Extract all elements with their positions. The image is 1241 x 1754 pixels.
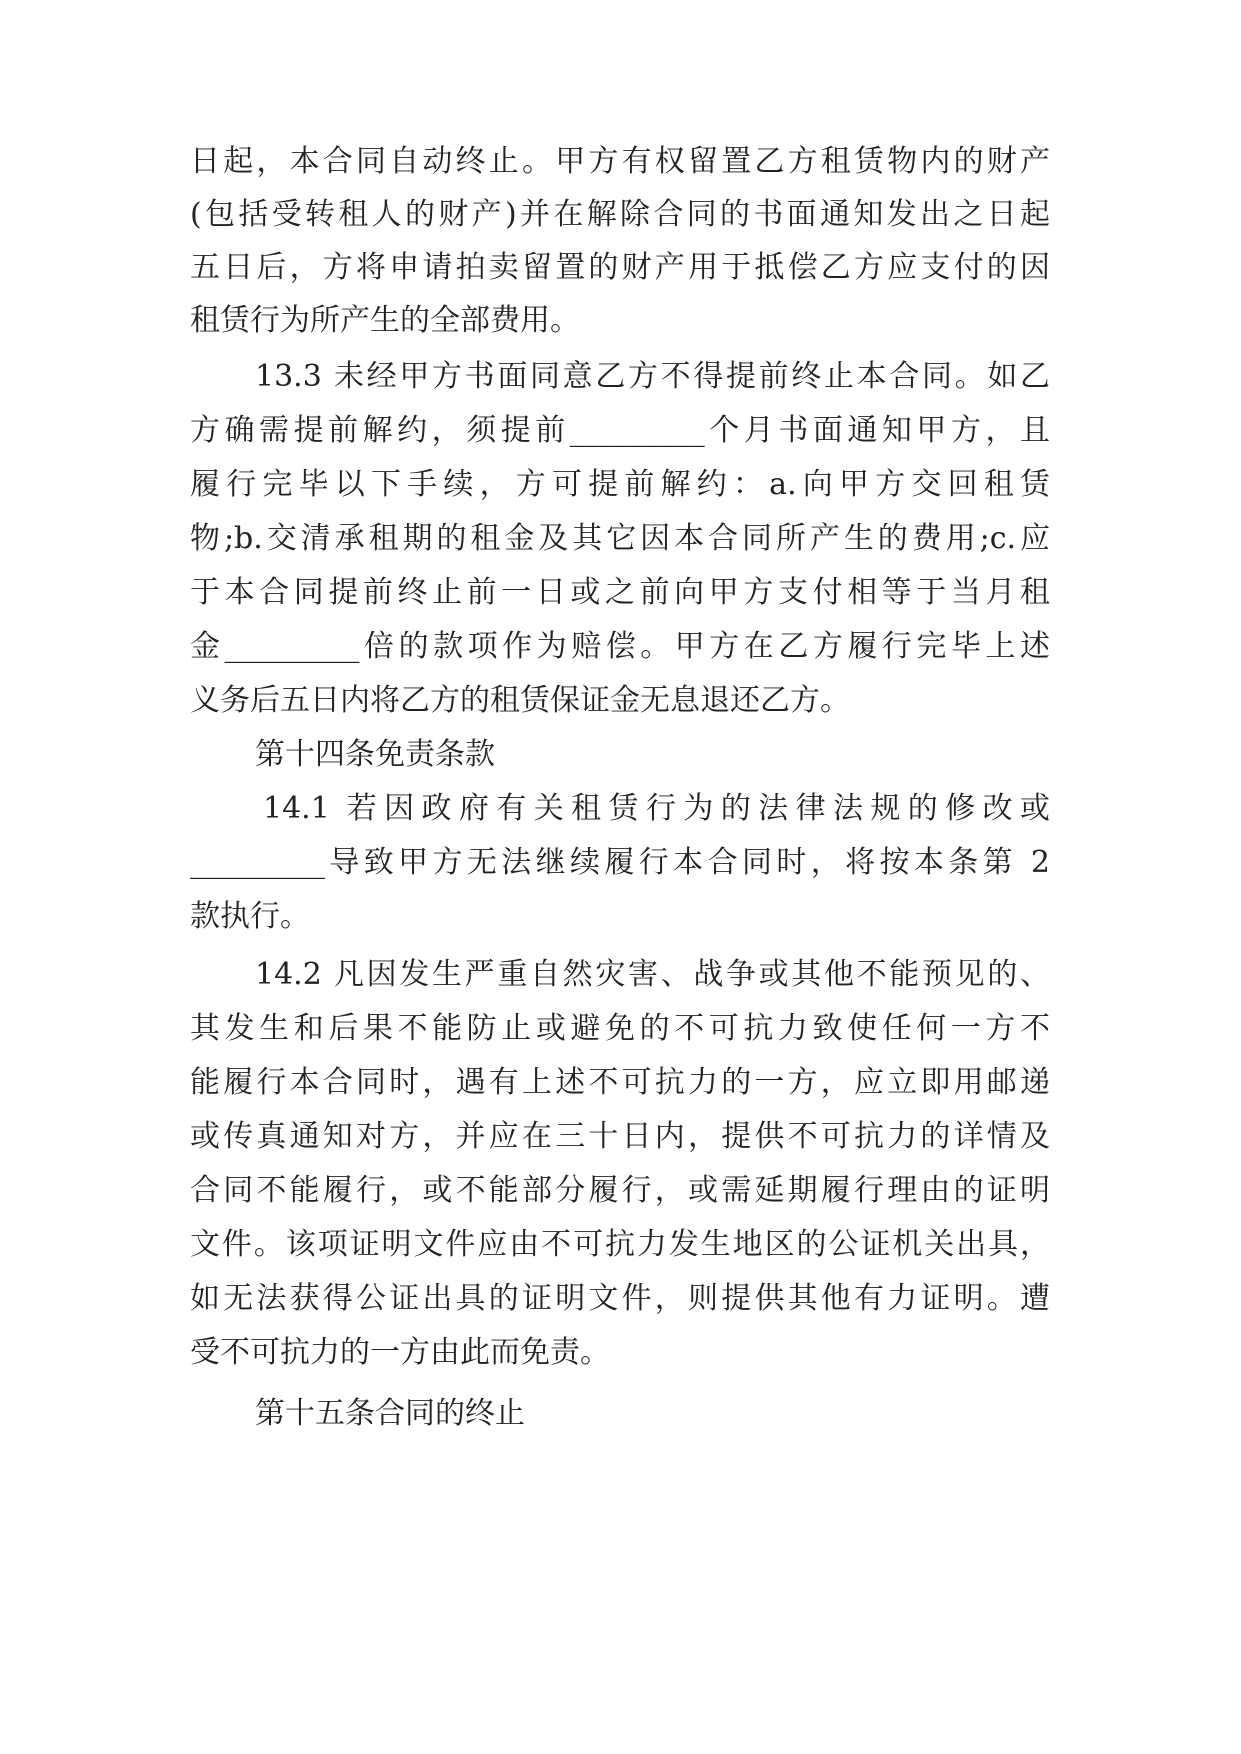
section-heading: 第十四条免责条款	[255, 737, 495, 772]
text-line: 或传真通知对方，并应在三十日内，提供不可抗力的详情及	[190, 1119, 1050, 1154]
text-line: 履行完毕以下手续，方可提前解约：a.向甲方交回租赁	[190, 467, 1050, 502]
text-line: 物;b.交清承租期的租金及其它因本合同所产生的费用;c.应	[190, 521, 1050, 556]
text-line: 合同不能履行，或不能部分履行，或需延期履行理由的证明	[190, 1173, 1050, 1208]
text-line: 租赁行为所产生的全部费用。	[190, 303, 580, 338]
text-line: 14.1 若因政府有关租赁行为的法律法规的修改或	[263, 791, 1050, 826]
text-line: 如无法获得公证出具的证明文件，则提供其他有力证明。遭	[190, 1281, 1050, 1316]
text-line: 五日后，方将申请拍卖留置的财产用于抵偿乙方应支付的因	[190, 250, 1050, 285]
text-line: 14.2 凡因发生严重自然灾害、战争或其他不能预见的、	[255, 957, 1050, 992]
text-line: 受不可抗力的一方由此而免责。	[190, 1335, 610, 1370]
text-line: 其发生和后果不能防止或避免的不可抗力致使任何一方不	[190, 1011, 1050, 1046]
text-line: 方确需提前解约，须提前_________个月书面通知甲方，且	[190, 413, 1050, 448]
text-line: 款执行。	[190, 899, 310, 934]
text-line: 义务后五日内将乙方的租赁保证金无息退还乙方。	[190, 683, 850, 718]
text-line: 金_________倍的款项作为赔偿。甲方在乙方履行完毕上述	[190, 629, 1050, 664]
text-line: _________导致甲方无法继续履行本合同时，将按本条第 2	[190, 845, 1050, 880]
text-line: (包括受转租人的财产)并在解除合同的书面通知发出之日起	[190, 197, 1050, 232]
section-heading: 第十五条合同的终止	[255, 1396, 525, 1431]
text-line: 能履行本合同时，遇有上述不可抗力的一方，应立即用邮递	[190, 1065, 1050, 1100]
text-line: 日起，本合同自动终止。甲方有权留置乙方租赁物内的财产	[190, 144, 1050, 179]
text-line: 13.3 未经甲方书面同意乙方不得提前终止本合同。如乙	[255, 359, 1050, 394]
text-line: 文件。该项证明文件应由不可抗力发生地区的公证机关出具，	[190, 1227, 1050, 1262]
text-line: 于本合同提前终止前一日或之前向甲方支付相等于当月租	[190, 575, 1050, 610]
